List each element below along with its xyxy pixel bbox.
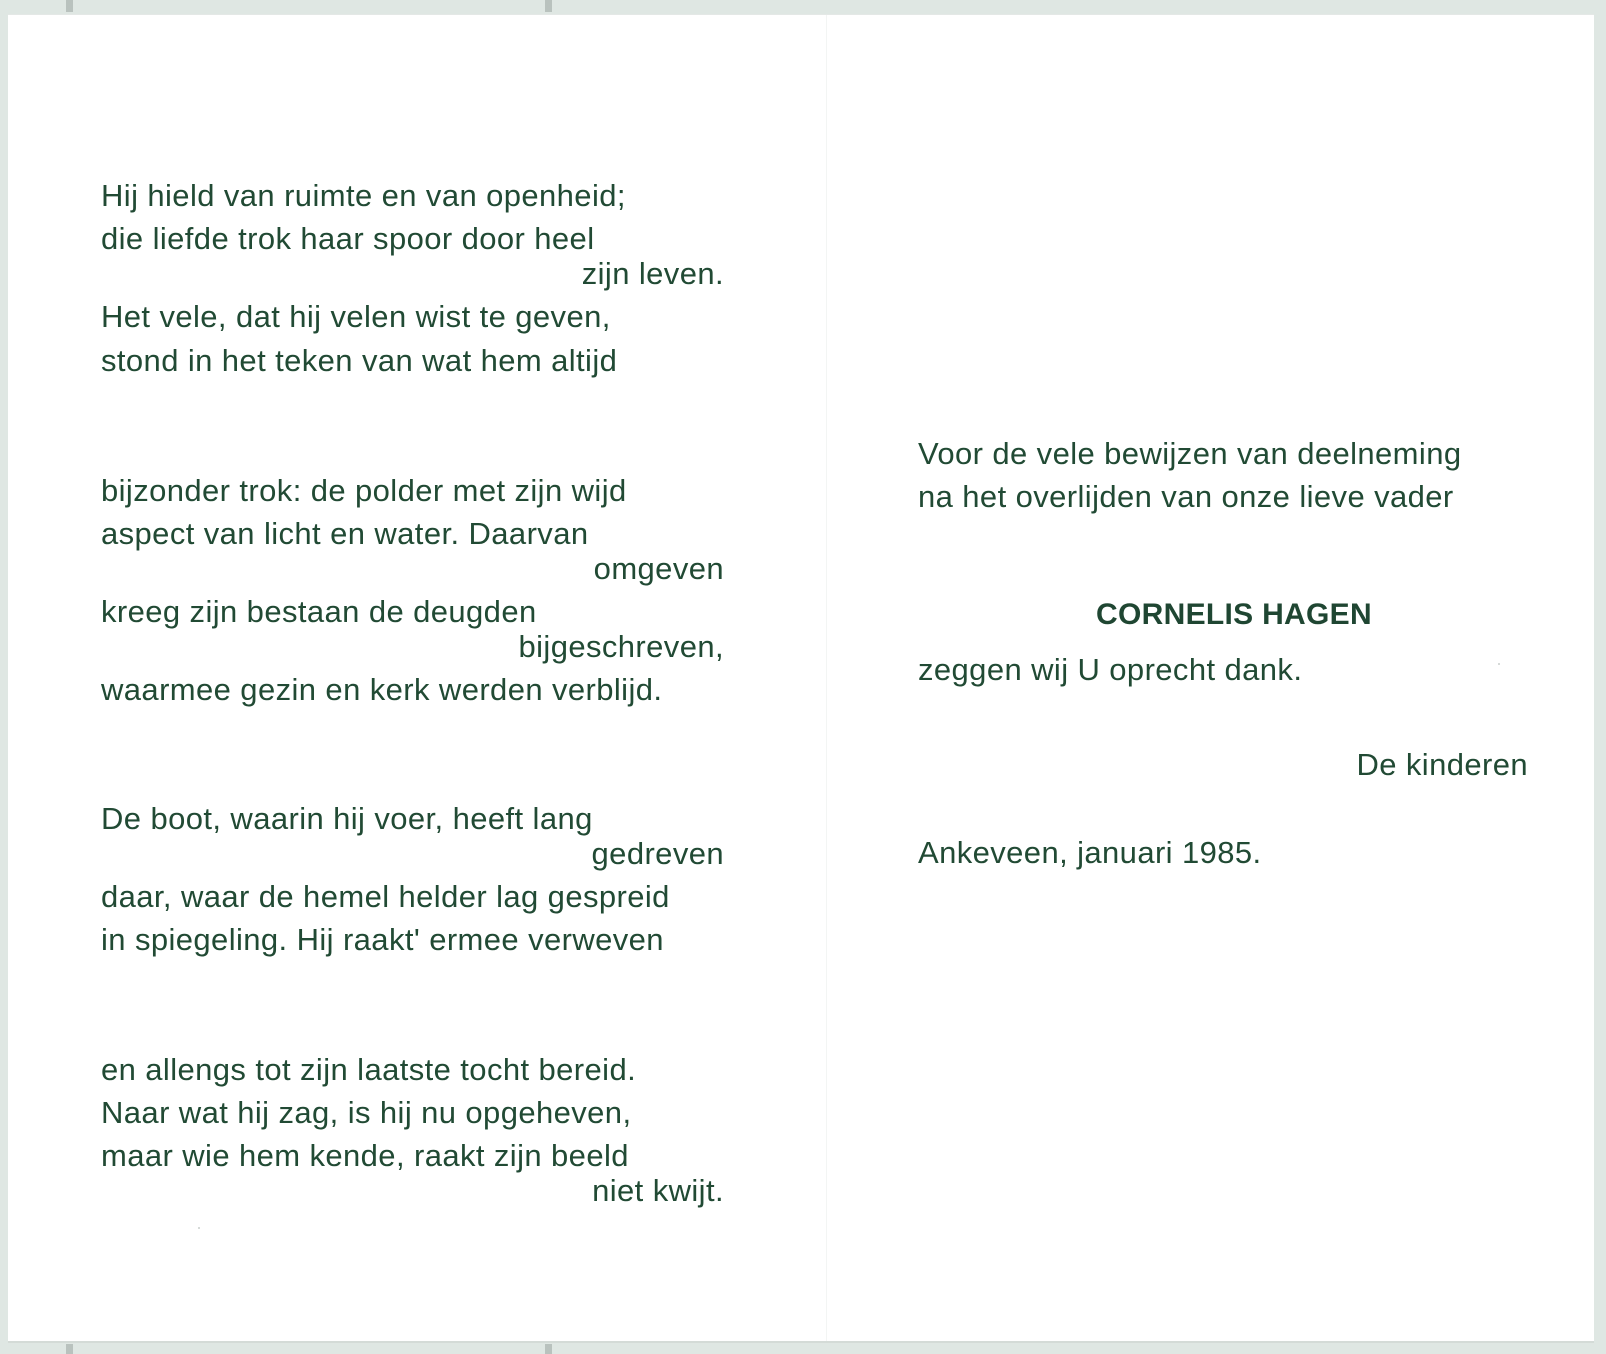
scan-edge-mark <box>66 0 73 12</box>
poem-line: bijzonder trok: de polder met zijn wijd <box>101 473 627 508</box>
memorial-card <box>8 14 1594 1343</box>
poem-line: waarmee gezin en kerk werden verblijd. <box>101 672 663 707</box>
poem-line: die liefde trok haar spoor door heel <box>101 221 595 256</box>
paper-speck <box>198 1227 200 1229</box>
place-and-date: Ankeveen, januari 1985. <box>918 835 1262 870</box>
poem-line: Naar wat hij zag, is hij nu opgeheven, <box>101 1095 632 1130</box>
poem-line: bijgeschreven, <box>518 629 724 664</box>
poem-line: omgeven <box>593 551 724 586</box>
thanks-line: na het overlijden van onze lieve vader <box>918 479 1454 514</box>
poem-line: Het vele, dat hij velen wist te geven, <box>101 299 611 334</box>
scan-edge-mark <box>545 1344 552 1354</box>
signature: De kinderen <box>1356 747 1528 782</box>
poem-line: en allengs tot zijn laatste tocht bereid. <box>101 1052 637 1087</box>
thanks-line: Voor de vele bewijzen van deelneming <box>918 436 1462 471</box>
poem-line: daar, waar de hemel helder lag gespreid <box>101 879 670 914</box>
deceased-name: CORNELIS HAGEN <box>1096 598 1372 631</box>
poem-line: stond in het teken van wat hem altijd <box>101 343 618 378</box>
paper-speck <box>1498 663 1500 665</box>
poem-line: Hij hield van ruimte en van openheid; <box>101 178 626 213</box>
poem-line: in spiegeling. Hij raakt' ermee verweven <box>101 922 664 957</box>
poem-line: kreeg zijn bestaan de deugden <box>101 594 537 629</box>
poem-line: zijn leven. <box>581 256 724 291</box>
poem-line: gedreven <box>591 836 724 871</box>
poem-line: maar wie hem kende, raakt zijn beeld <box>101 1138 629 1173</box>
card-fold-line <box>826 15 827 1341</box>
scan-edge-mark <box>545 0 552 12</box>
poem-line: niet kwijt. <box>592 1173 724 1208</box>
thanks-line: zeggen wij U oprecht dank. <box>918 652 1303 687</box>
poem-line: aspect van licht en water. Daarvan <box>101 516 589 551</box>
scan-edge-mark <box>66 1344 73 1354</box>
poem-line: De boot, waarin hij voer, heeft lang <box>101 801 593 836</box>
